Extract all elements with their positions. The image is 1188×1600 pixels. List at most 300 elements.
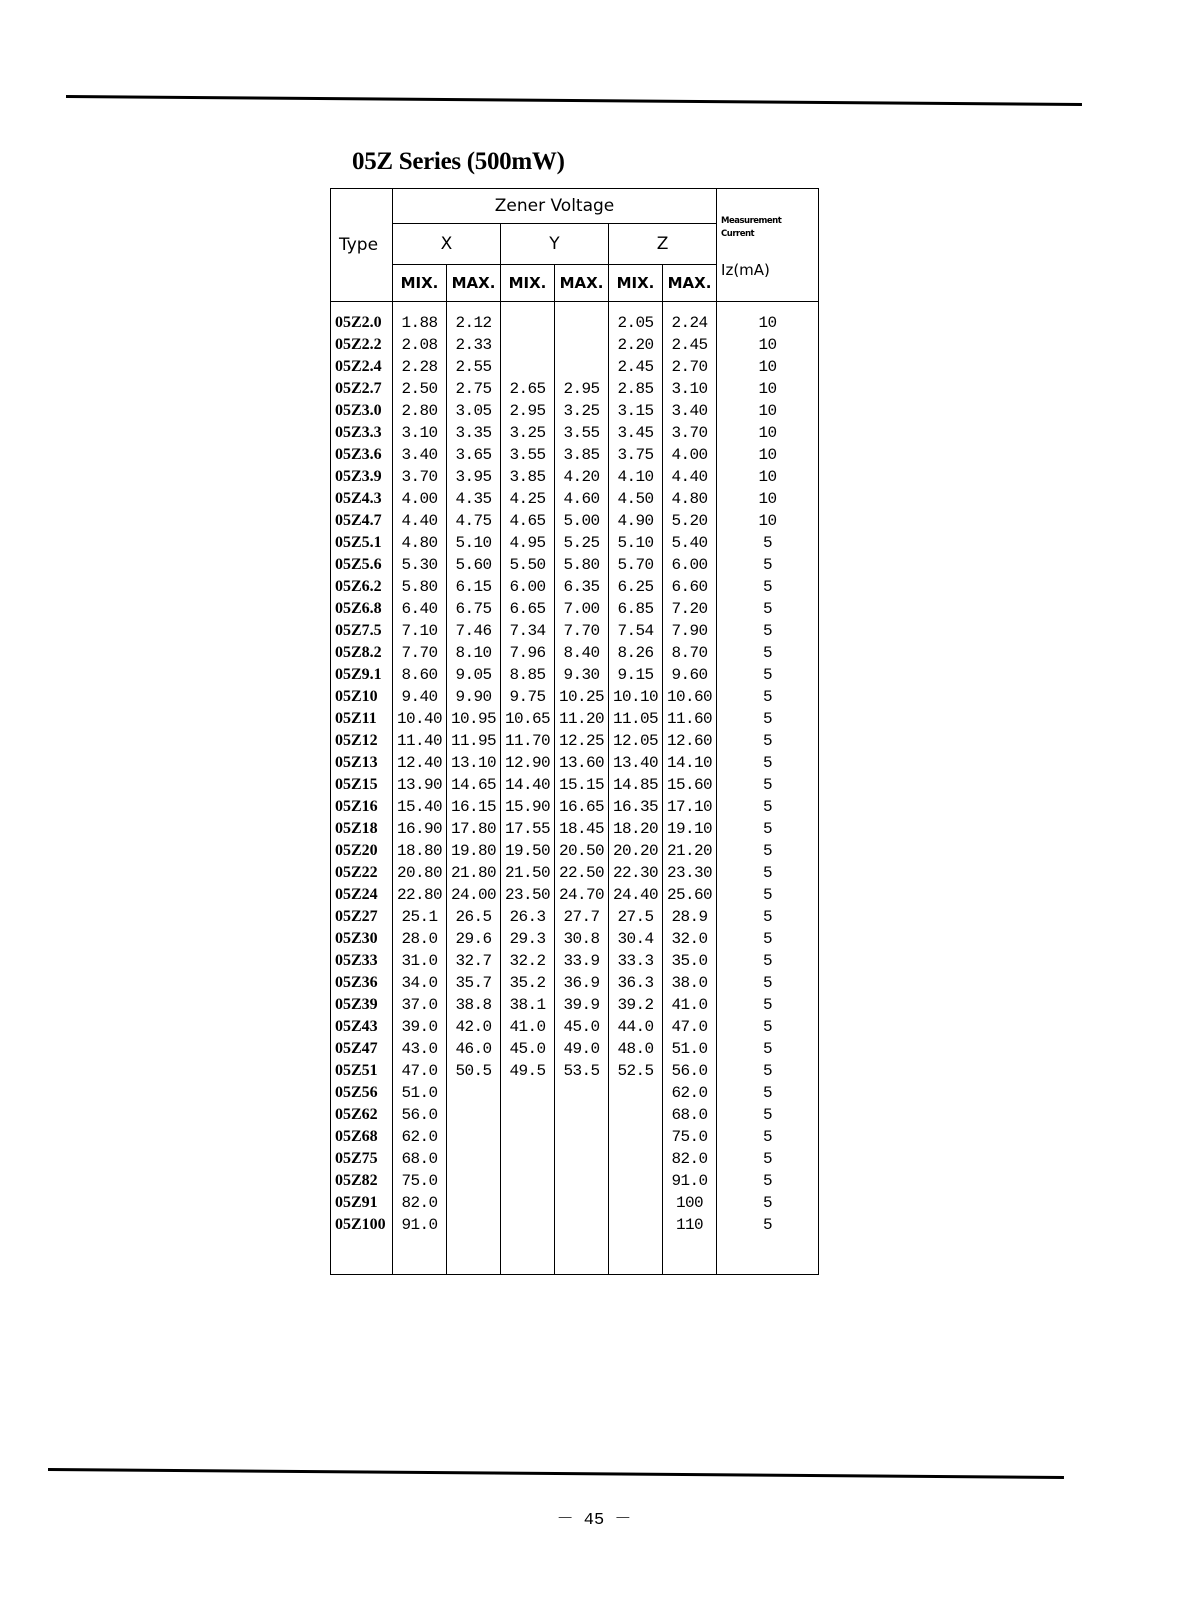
table-cell-value: 38.0	[671, 974, 708, 992]
table-cell-value: 5	[763, 1194, 773, 1212]
table-cell-value: 17.80	[450, 820, 496, 838]
table-cell-value: 14.65	[450, 776, 496, 794]
table-cell-value: 12.60	[667, 732, 713, 750]
table-cell-value: 3.85	[509, 468, 546, 486]
table-cell-value: 8.70	[671, 644, 708, 662]
type-value: 05Z51	[335, 1062, 378, 1079]
type-value: 05Z5.1	[335, 534, 382, 551]
table-cell-value: 7.10	[401, 622, 438, 640]
type-value: 05Z3.0	[335, 402, 382, 419]
type-value: 05Z82	[335, 1172, 378, 1189]
type-value: 05Z9.1	[335, 666, 382, 683]
table-cell-value: 2.95	[563, 380, 600, 398]
table-cell-value	[501, 312, 554, 334]
table-cell-value: 13.10	[450, 754, 496, 772]
table-cell-value: 5	[763, 820, 773, 838]
header-y-max: MAX.	[555, 265, 609, 302]
table-cell-value: 10	[758, 336, 777, 354]
header-current: Current	[721, 229, 755, 239]
table-cell-value: 5	[763, 534, 773, 552]
table-cell-value: 3.15	[617, 402, 654, 420]
table-cell-value: 13.60	[558, 754, 604, 772]
table-cell-value: 5.00	[563, 512, 600, 530]
table-cell-value: 47.0	[401, 1062, 438, 1080]
table-cell-value: 2.24	[671, 314, 708, 332]
table-cell-value: 4.10	[617, 468, 654, 486]
table-cell-value: 6.75	[455, 600, 492, 618]
table-cell-value: 28.9	[671, 908, 708, 926]
table-cell-value: 5	[763, 666, 773, 684]
table-cell-value: 31.0	[401, 952, 438, 970]
table-cell-value: 62.0	[671, 1084, 708, 1102]
column-type	[331, 302, 393, 1275]
type-value: 05Z10	[335, 688, 378, 705]
table-cell-value: 5.60	[455, 556, 492, 574]
table-cell-value: 34.0	[401, 974, 438, 992]
table-cell-value: 110	[676, 1216, 704, 1234]
table-cell-value: 2.45	[617, 358, 654, 376]
table-cell-value: 56.0	[401, 1106, 438, 1124]
table-cell-value: 10	[758, 358, 777, 376]
table-cell-value: 75.0	[671, 1128, 708, 1146]
table-cell-value: 5.80	[563, 556, 600, 574]
table-cell-value: 3.45	[617, 424, 654, 442]
table-cell-value: 2.45	[671, 336, 708, 354]
table-cell-value: 26.5	[455, 908, 492, 926]
table-cell-value: 23.30	[667, 864, 713, 882]
table-cell-value: 25.60	[667, 886, 713, 904]
table-cell-value: 5.40	[671, 534, 708, 552]
table-cell-value: 12.40	[396, 754, 442, 772]
table-cell-value: 37.0	[401, 996, 438, 1014]
table-cell-value: 3.65	[455, 446, 492, 464]
table-cell-value: 5.30	[401, 556, 438, 574]
table-cell-value: 13.40	[612, 754, 658, 772]
table-cell-value: 49.5	[509, 1062, 546, 1080]
table-cell-value: 5.70	[617, 556, 654, 574]
table-cell-value: 10	[758, 490, 777, 508]
type-value: 05Z18	[335, 820, 378, 837]
table-cell-value: 33.3	[617, 952, 654, 970]
bottom-rule	[48, 1468, 1064, 1479]
table-cell-value: 21.20	[667, 842, 713, 860]
table-cell-value: 12.05	[612, 732, 658, 750]
column-y-min	[501, 302, 555, 1275]
type-value: 05Z91	[335, 1194, 378, 1211]
table-cell-value: 4.35	[455, 490, 492, 508]
column-y-max	[555, 302, 609, 1275]
table-cell-value: 10	[758, 468, 777, 486]
table-cell-value: 44.0	[617, 1018, 654, 1036]
table-cell-value	[555, 312, 608, 334]
type-value: 05Z27	[335, 908, 378, 925]
table-cell-value: 4.20	[563, 468, 600, 486]
table-cell-value: 4.40	[671, 468, 708, 486]
table-cell-value: 3.55	[509, 446, 546, 464]
table-cell-value: 11.20	[558, 710, 604, 728]
table-cell-value: 5.80	[401, 578, 438, 596]
table-cell-value: 9.90	[455, 688, 492, 706]
table-cell-value: 2.75	[455, 380, 492, 398]
table-cell-value: 8.40	[563, 644, 600, 662]
table-cell-value: 4.60	[563, 490, 600, 508]
table-cell-value: 39.0	[401, 1018, 438, 1036]
table-cell-value: 5	[763, 886, 773, 904]
table-cell-value: 30.8	[563, 930, 600, 948]
table-cell-value: 7.70	[563, 622, 600, 640]
table-cell-value: 41.0	[509, 1018, 546, 1036]
table-cell-value: 15.15	[558, 776, 604, 794]
table-cell-value: 5	[763, 996, 773, 1014]
type-value: 05Z33	[335, 952, 378, 969]
table-cell-value: 22.50	[558, 864, 604, 882]
table-cell-value: 9.05	[455, 666, 492, 684]
header-group-z: Z	[609, 224, 717, 265]
column-z-max	[663, 302, 717, 1275]
header-z-min: MIX.	[609, 265, 663, 302]
table-cell-value: 5	[763, 930, 773, 948]
header-group-y: Y	[501, 224, 609, 265]
type-value: 05Z100	[335, 1216, 386, 1233]
table-cell-value: 3.70	[671, 424, 708, 442]
type-value: 05Z11	[335, 710, 377, 727]
header-unit: Iz(mA)	[721, 261, 770, 279]
table-cell-value: 32.2	[509, 952, 546, 970]
table-cell-value: 2.95	[509, 402, 546, 420]
table-cell-value: 24.00	[450, 886, 496, 904]
type-value: 05Z43	[335, 1018, 378, 1035]
table-cell-value: 4.25	[509, 490, 546, 508]
table-cell-value: 43.0	[401, 1040, 438, 1058]
table-cell-value: 10.25	[558, 688, 604, 706]
type-value: 05Z12	[335, 732, 378, 749]
table-cell-value: 10.95	[450, 710, 496, 728]
table-cell-value: 2.65	[509, 380, 546, 398]
table-cell-value: 20.20	[612, 842, 658, 860]
header-y-min: MIX.	[501, 265, 555, 302]
table-cell-value: 26.3	[509, 908, 546, 926]
table-cell-value: 17.10	[667, 798, 713, 816]
type-value: 05Z56	[335, 1084, 378, 1101]
table-cell-value: 91.0	[671, 1172, 708, 1190]
table-cell-value: 47.0	[671, 1018, 708, 1036]
table-cell-value: 14.85	[612, 776, 658, 794]
table-cell-value: 23.50	[504, 886, 550, 904]
table-cell-value: 27.5	[617, 908, 654, 926]
table-cell-value: 4.75	[455, 512, 492, 530]
table-cell-value: 75.0	[401, 1172, 438, 1190]
table-cell-value: 10	[758, 424, 777, 442]
table-cell-value: 6.65	[509, 600, 546, 618]
table-cell-value: 5	[763, 754, 773, 772]
type-value: 05Z22	[335, 864, 378, 881]
table-cell-value: 22.30	[612, 864, 658, 882]
table-cell-value: 18.20	[612, 820, 658, 838]
column-x-min	[393, 302, 447, 1275]
table-cell-value: 4.50	[617, 490, 654, 508]
table-cell-value: 2.85	[617, 380, 654, 398]
table-cell-value: 5	[763, 1084, 773, 1102]
table-cell-value: 3.10	[401, 424, 438, 442]
table-cell-value: 4.00	[671, 446, 708, 464]
table-cell-value: 5	[763, 1216, 773, 1234]
table-cell-value: 1.88	[401, 314, 438, 332]
table-cell-value: 53.5	[563, 1062, 600, 1080]
table-cell-value: 2.70	[671, 358, 708, 376]
table-cell-value: 3.70	[401, 468, 438, 486]
table-cell-value	[501, 356, 554, 378]
table-cell-value: 38.1	[509, 996, 546, 1014]
table-cell-value: 5	[763, 622, 773, 640]
zener-table	[330, 188, 819, 1275]
type-value: 05Z2.4	[335, 358, 382, 375]
type-value: 05Z20	[335, 842, 378, 859]
table-cell-value: 9.75	[509, 688, 546, 706]
table-cell-value: 5.10	[617, 534, 654, 552]
table-cell-value: 48.0	[617, 1040, 654, 1058]
table-cell-value: 5	[763, 644, 773, 662]
table-cell-value: 91.0	[401, 1216, 438, 1234]
table-cell-value: 2.33	[455, 336, 492, 354]
table-cell-value: 6.35	[563, 578, 600, 596]
table-cell-value: 7.70	[401, 644, 438, 662]
table-cell-value: 32.0	[671, 930, 708, 948]
table-cell-value: 4.65	[509, 512, 546, 530]
table-cell-value: 3.55	[563, 424, 600, 442]
table-cell-value: 16.35	[612, 798, 658, 816]
table-cell-value: 5	[763, 732, 773, 750]
header-group-x: X	[393, 224, 501, 265]
table-cell-value: 6.00	[671, 556, 708, 574]
type-value: 05Z2.2	[335, 336, 382, 353]
table-cell-value: 10.60	[667, 688, 713, 706]
table-cell-value: 3.40	[401, 446, 438, 464]
table-cell-value: 7.46	[455, 622, 492, 640]
table-cell-value: 35.0	[671, 952, 708, 970]
table-cell-value: 2.12	[455, 314, 492, 332]
table-cell-value: 13.90	[396, 776, 442, 794]
table-cell-value: 19.80	[450, 842, 496, 860]
table-cell-value: 9.60	[671, 666, 708, 684]
table-cell-value: 5	[763, 974, 773, 992]
table-cell-value: 5	[763, 710, 773, 728]
table-cell-value: 7.96	[509, 644, 546, 662]
table-cell-value: 11.40	[396, 732, 442, 750]
table-cell-value: 7.54	[617, 622, 654, 640]
table-cell-value: 5	[763, 776, 773, 794]
type-value: 05Z6.8	[335, 600, 382, 617]
table-cell-value: 10	[758, 380, 777, 398]
table-cell-value: 9.15	[617, 666, 654, 684]
table-cell-value: 2.55	[455, 358, 492, 376]
header-measurement-current	[717, 189, 819, 302]
table-cell-value: 2.50	[401, 380, 438, 398]
table-cell-value: 10	[758, 446, 777, 464]
table-cell-value: 19.50	[504, 842, 550, 860]
type-value: 05Z3.6	[335, 446, 382, 463]
table-cell-value: 9.30	[563, 666, 600, 684]
table-cell-value: 4.40	[401, 512, 438, 530]
table-cell-value: 7.20	[671, 600, 708, 618]
table-cell-value: 20.50	[558, 842, 604, 860]
table-cell-value: 30.4	[617, 930, 654, 948]
table-cell-value: 10.40	[396, 710, 442, 728]
table-cell-value: 20.80	[396, 864, 442, 882]
table-cell-value: 21.80	[450, 864, 496, 882]
table-cell-value: 2.80	[401, 402, 438, 420]
table-cell-value: 11.05	[612, 710, 658, 728]
type-value: 05Z62	[335, 1106, 378, 1123]
table-cell-value: 10	[758, 402, 777, 420]
table-cell-value: 11.70	[504, 732, 550, 750]
header-x-min: MIX.	[393, 265, 447, 302]
table-cell-value: 3.35	[455, 424, 492, 442]
table-cell-value: 5	[763, 798, 773, 816]
table-cell-value: 6.60	[671, 578, 708, 596]
table-cell-value: 51.0	[401, 1084, 438, 1102]
table-cell-value: 5	[763, 1150, 773, 1168]
table-cell-value	[501, 334, 554, 356]
table-cell-value: 15.90	[504, 798, 550, 816]
header-zener-voltage: Zener Voltage	[393, 189, 717, 224]
table-cell-value: 3.25	[509, 424, 546, 442]
table-cell-value: 52.5	[617, 1062, 654, 1080]
table-cell-value: 19.10	[667, 820, 713, 838]
table-cell-value: 3.95	[455, 468, 492, 486]
table-cell-value: 2.20	[617, 336, 654, 354]
table-cell-value: 45.0	[563, 1018, 600, 1036]
type-value: 05Z47	[335, 1040, 378, 1057]
table-cell-value: 14.40	[504, 776, 550, 794]
table-cell-value: 39.9	[563, 996, 600, 1014]
table-cell-value: 42.0	[455, 1018, 492, 1036]
column-z-min	[609, 302, 663, 1275]
table-cell-value: 5.50	[509, 556, 546, 574]
table-cell-value: 51.0	[671, 1040, 708, 1058]
table-cell-value: 29.3	[509, 930, 546, 948]
table-cell-value: 38.8	[455, 996, 492, 1014]
type-value: 05Z13	[335, 754, 378, 771]
table-cell-value: 11.60	[667, 710, 713, 728]
table-cell-value: 8.26	[617, 644, 654, 662]
type-value: 05Z75	[335, 1150, 378, 1167]
table-cell-value: 35.2	[509, 974, 546, 992]
table-cell-value: 18.80	[396, 842, 442, 860]
table-cell-value: 3.75	[617, 446, 654, 464]
table-cell-value: 4.95	[509, 534, 546, 552]
table-cell-value: 46.0	[455, 1040, 492, 1058]
table-cell-value: 6.00	[509, 578, 546, 596]
header-type: Type	[331, 189, 393, 302]
type-value: 05Z24	[335, 886, 378, 903]
table-cell-value: 62.0	[401, 1128, 438, 1146]
type-value: 05Z2.0	[335, 314, 382, 331]
table-cell-value: 5	[763, 1040, 773, 1058]
table-cell-value: 5	[763, 908, 773, 926]
table-cell-value: 21.50	[504, 864, 550, 882]
table-cell-value: 41.0	[671, 996, 708, 1014]
table-cell-value: 6.15	[455, 578, 492, 596]
table-cell-value: 7.00	[563, 600, 600, 618]
table-cell-value: 8.85	[509, 666, 546, 684]
type-value: 05Z3.9	[335, 468, 382, 485]
type-value: 05Z4.7	[335, 512, 382, 529]
type-value: 05Z39	[335, 996, 378, 1013]
table-cell-value: 100	[676, 1194, 704, 1212]
table-cell-value: 56.0	[671, 1062, 708, 1080]
table-cell-value: 4.80	[671, 490, 708, 508]
table-cell-value: 5.25	[563, 534, 600, 552]
table-cell-value: 29.6	[455, 930, 492, 948]
column-current	[717, 302, 819, 1275]
table-cell-value	[555, 356, 608, 378]
table-cell-value: 45.0	[509, 1040, 546, 1058]
table-cell-value: 5	[763, 1018, 773, 1036]
table-cell-value: 50.5	[455, 1062, 492, 1080]
table-cell-value: 16.65	[558, 798, 604, 816]
table-cell-value: 32.7	[455, 952, 492, 970]
table-cell-value: 15.40	[396, 798, 442, 816]
table-cell-value: 5	[763, 600, 773, 618]
table-cell-value: 6.85	[617, 600, 654, 618]
type-value: 05Z6.2	[335, 578, 382, 595]
table-cell-value: 68.0	[671, 1106, 708, 1124]
type-value: 05Z5.6	[335, 556, 382, 573]
table-cell-value: 36.3	[617, 974, 654, 992]
table-cell-value: 5	[763, 1062, 773, 1080]
table-cell-value: 3.05	[455, 402, 492, 420]
header-measurement: Measurement	[721, 216, 782, 226]
table-cell-value: 15.60	[667, 776, 713, 794]
table-cell-value: 3.10	[671, 380, 708, 398]
table-cell-value: 9.40	[401, 688, 438, 706]
table-cell-value: 2.05	[617, 314, 654, 332]
table-cell-value: 25.1	[401, 908, 438, 926]
table-cell-value: 10.10	[612, 688, 658, 706]
table-cell-value: 27.7	[563, 908, 600, 926]
column-x-max	[447, 302, 501, 1275]
table-cell-value: 17.55	[504, 820, 550, 838]
table-cell-value: 8.10	[455, 644, 492, 662]
type-value: 05Z2.7	[335, 380, 382, 397]
page-title: 05Z Series (500mW)	[352, 148, 565, 175]
table-cell-value: 6.25	[617, 578, 654, 596]
table-cell-value: 2.08	[401, 336, 438, 354]
table-cell-value	[555, 334, 608, 356]
header-z-max: MAX.	[663, 265, 717, 302]
table-cell-value: 4.00	[401, 490, 438, 508]
page-number: － 45 －	[556, 1511, 632, 1530]
table-cell-value: 3.40	[671, 402, 708, 420]
table-cell-value: 3.85	[563, 446, 600, 464]
table-cell-value: 49.0	[563, 1040, 600, 1058]
header-x-max: MAX.	[447, 265, 501, 302]
table-cell-value: 10	[758, 512, 777, 530]
table-cell-value: 16.15	[450, 798, 496, 816]
table-cell-value: 5.20	[671, 512, 708, 530]
table-cell-value: 5	[763, 556, 773, 574]
table-cell-value: 12.25	[558, 732, 604, 750]
type-value: 05Z16	[335, 798, 378, 815]
table-cell-value: 5	[763, 1128, 773, 1146]
table-cell-value: 7.90	[671, 622, 708, 640]
table-cell-value: 7.34	[509, 622, 546, 640]
type-value: 05Z30	[335, 930, 378, 947]
table-cell-value: 68.0	[401, 1150, 438, 1168]
table-cell-value: 24.40	[612, 886, 658, 904]
type-value: 05Z8.2	[335, 644, 382, 661]
table-cell-value: 82.0	[401, 1194, 438, 1212]
